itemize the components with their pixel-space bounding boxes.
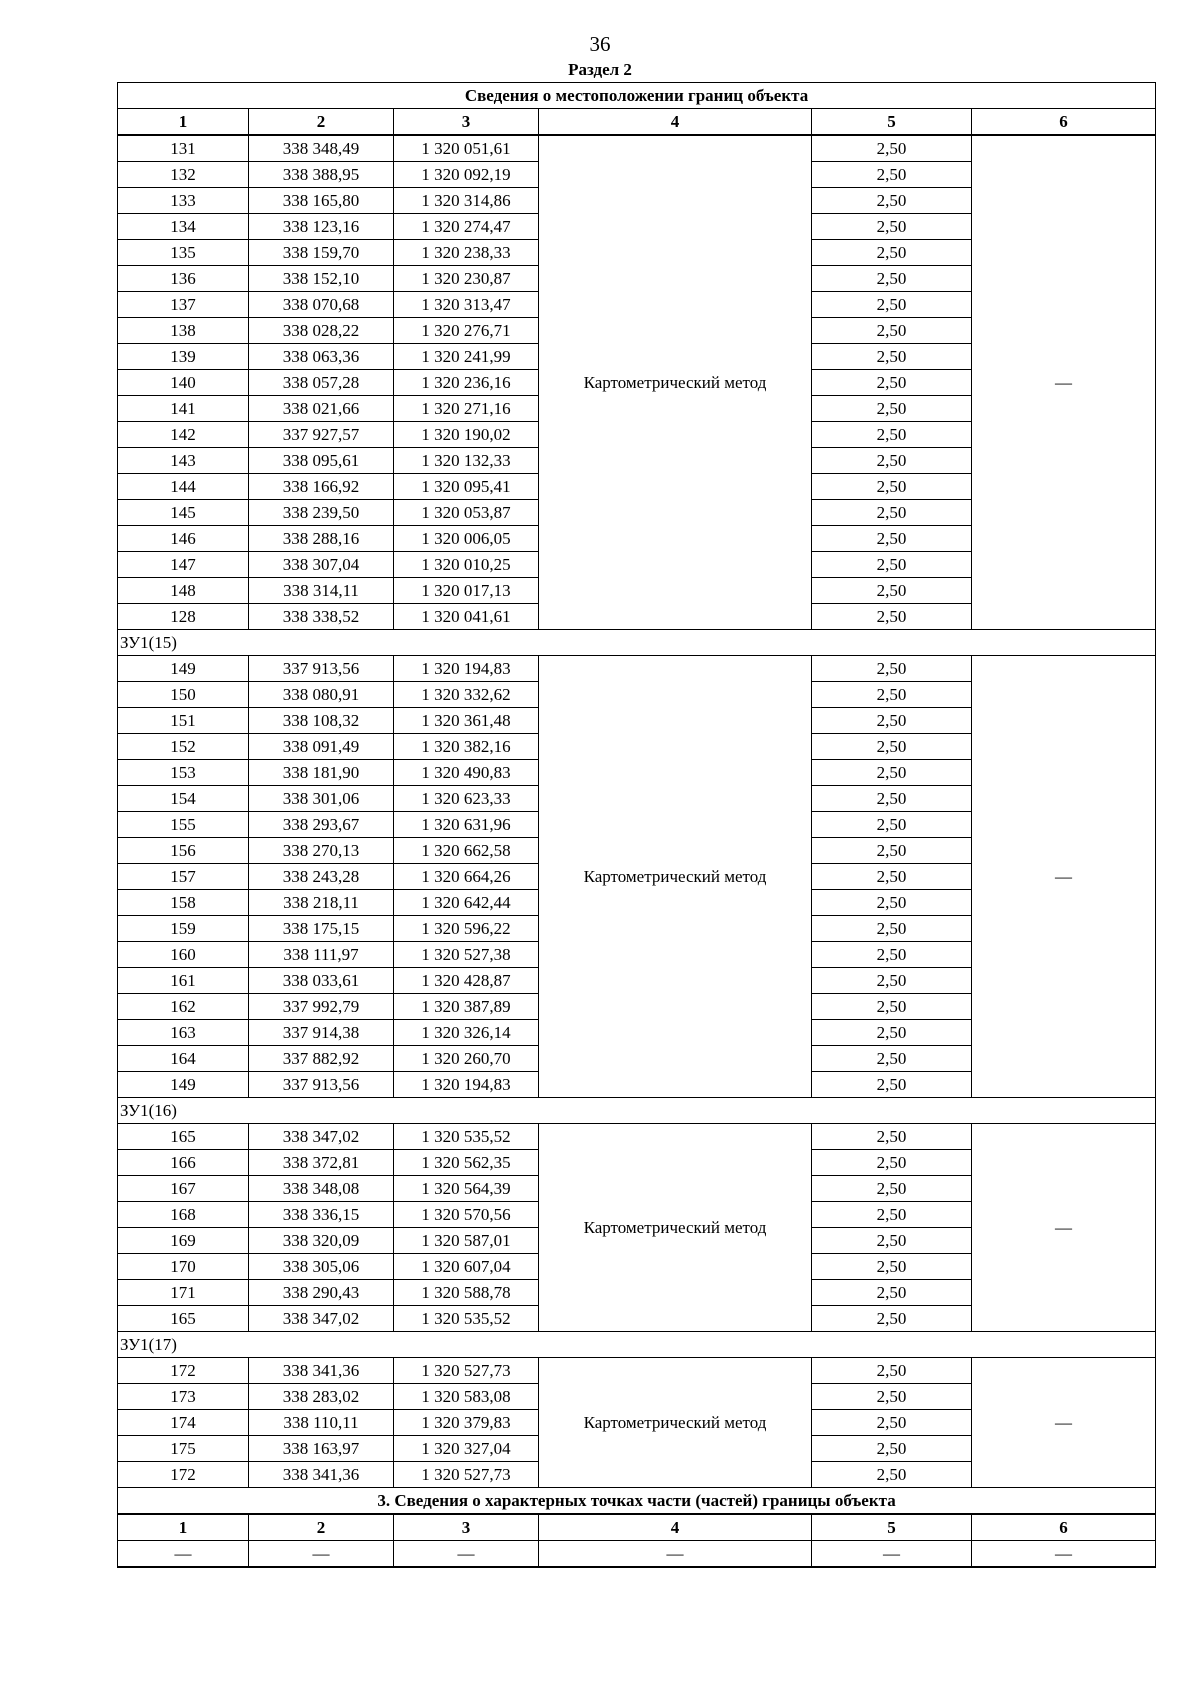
point-number: 141 <box>118 396 249 422</box>
coord-x: 337 992,79 <box>249 994 394 1020</box>
group-row <box>118 630 1156 656</box>
coord-y: 1 320 238,33 <box>394 240 539 266</box>
coord-y: 1 320 596,22 <box>394 916 539 942</box>
point-number: 169 <box>118 1228 249 1254</box>
coord-y: 1 320 428,87 <box>394 968 539 994</box>
group-row <box>118 1332 1156 1358</box>
point-number: 170 <box>118 1254 249 1280</box>
col6-cell: — <box>972 656 1156 1098</box>
table-title-row <box>118 83 1156 109</box>
coord-x: 338 181,90 <box>249 760 394 786</box>
coord-y: 1 320 274,47 <box>394 214 539 240</box>
accuracy: 2,50 <box>812 422 972 448</box>
coord-y: 1 320 527,38 <box>394 942 539 968</box>
point-number: 159 <box>118 916 249 942</box>
point-number: 172 <box>118 1462 249 1488</box>
coord-y: 1 320 017,13 <box>394 578 539 604</box>
coord-x: 338 165,80 <box>249 188 394 214</box>
coord-x: 338 347,02 <box>249 1306 394 1332</box>
coord-y: 1 320 535,52 <box>394 1306 539 1332</box>
coord-y: 1 320 326,14 <box>394 1020 539 1046</box>
point-number: 153 <box>118 760 249 786</box>
accuracy: 2,50 <box>812 1150 972 1176</box>
coord-y: 1 320 332,62 <box>394 682 539 708</box>
accuracy: 2,50 <box>812 240 972 266</box>
coord-y: 1 320 607,04 <box>394 1254 539 1280</box>
accuracy: 2,50 <box>812 1072 972 1098</box>
coord-x: 338 348,08 <box>249 1176 394 1202</box>
point-number: 143 <box>118 448 249 474</box>
coord-x: 338 347,02 <box>249 1124 394 1150</box>
point-number: 151 <box>118 708 249 734</box>
coord-x: 337 913,56 <box>249 1072 394 1098</box>
coord-y: 1 320 562,35 <box>394 1150 539 1176</box>
section3-column-header: 4 <box>539 1514 812 1541</box>
point-number: 154 <box>118 786 249 812</box>
coord-x: 338 293,67 <box>249 812 394 838</box>
accuracy: 2,50 <box>812 188 972 214</box>
coord-x: 338 057,28 <box>249 370 394 396</box>
column-header: 5 <box>812 109 972 136</box>
accuracy: 2,50 <box>812 1176 972 1202</box>
coord-x: 337 927,57 <box>249 422 394 448</box>
coord-y: 1 320 570,56 <box>394 1202 539 1228</box>
accuracy: 2,50 <box>812 1124 972 1150</box>
accuracy: 2,50 <box>812 734 972 760</box>
section3-header-row <box>118 1514 1156 1541</box>
accuracy: 2,50 <box>812 1436 972 1462</box>
accuracy: 2,50 <box>812 864 972 890</box>
coord-y: 1 320 313,47 <box>394 292 539 318</box>
coord-y: 1 320 662,58 <box>394 838 539 864</box>
accuracy: 2,50 <box>812 968 972 994</box>
coord-x: 338 033,61 <box>249 968 394 994</box>
point-number: 148 <box>118 578 249 604</box>
point-number: 164 <box>118 1046 249 1072</box>
accuracy: 2,50 <box>812 474 972 500</box>
accuracy: 2,50 <box>812 942 972 968</box>
coord-y: 1 320 664,26 <box>394 864 539 890</box>
boundary-table <box>117 82 1156 1568</box>
coord-y: 1 320 241,99 <box>394 344 539 370</box>
column-header: 6 <box>972 109 1156 136</box>
accuracy: 2,50 <box>812 682 972 708</box>
accuracy: 2,50 <box>812 396 972 422</box>
section3-row <box>118 1541 1156 1568</box>
coord-y: 1 320 276,71 <box>394 318 539 344</box>
table-row <box>118 1358 1156 1384</box>
point-number: 166 <box>118 1150 249 1176</box>
section3-cell: — <box>812 1541 972 1568</box>
table-row <box>118 135 1156 162</box>
coord-y: 1 320 587,01 <box>394 1228 539 1254</box>
coord-x: 338 372,81 <box>249 1150 394 1176</box>
coord-x: 338 110,11 <box>249 1410 394 1436</box>
coord-y: 1 320 132,33 <box>394 448 539 474</box>
coord-y: 1 320 588,78 <box>394 1280 539 1306</box>
coord-y: 1 320 271,16 <box>394 396 539 422</box>
coord-y: 1 320 361,48 <box>394 708 539 734</box>
accuracy: 2,50 <box>812 1358 972 1384</box>
coord-x: 338 307,04 <box>249 552 394 578</box>
coord-y: 1 320 527,73 <box>394 1462 539 1488</box>
coord-y: 1 320 095,41 <box>394 474 539 500</box>
method-cell: Картометрический метод <box>539 656 812 1098</box>
point-number: 146 <box>118 526 249 552</box>
point-number: 171 <box>118 1280 249 1306</box>
point-number: 149 <box>118 1072 249 1098</box>
accuracy: 2,50 <box>812 708 972 734</box>
point-number: 139 <box>118 344 249 370</box>
accuracy: 2,50 <box>812 604 972 630</box>
point-number: 158 <box>118 890 249 916</box>
point-number: 157 <box>118 864 249 890</box>
section3-column-header: 2 <box>249 1514 394 1541</box>
column-header: 1 <box>118 109 249 136</box>
coord-x: 338 239,50 <box>249 500 394 526</box>
accuracy: 2,50 <box>812 292 972 318</box>
section3-cell: — <box>972 1541 1156 1568</box>
accuracy: 2,50 <box>812 500 972 526</box>
coord-x: 338 091,49 <box>249 734 394 760</box>
coord-x: 338 159,70 <box>249 240 394 266</box>
point-number: 132 <box>118 162 249 188</box>
accuracy: 2,50 <box>812 656 972 682</box>
accuracy: 2,50 <box>812 812 972 838</box>
coord-x: 337 913,56 <box>249 656 394 682</box>
coord-y: 1 320 092,19 <box>394 162 539 188</box>
point-number: 161 <box>118 968 249 994</box>
coord-x: 338 111,97 <box>249 942 394 968</box>
point-number: 134 <box>118 214 249 240</box>
point-number: 162 <box>118 994 249 1020</box>
coord-x: 338 243,28 <box>249 864 394 890</box>
point-number: 156 <box>118 838 249 864</box>
accuracy: 2,50 <box>812 890 972 916</box>
accuracy: 2,50 <box>812 916 972 942</box>
coord-x: 338 080,91 <box>249 682 394 708</box>
coord-y: 1 320 053,87 <box>394 500 539 526</box>
accuracy: 2,50 <box>812 448 972 474</box>
coord-x: 338 305,06 <box>249 1254 394 1280</box>
accuracy: 2,50 <box>812 266 972 292</box>
coord-y: 1 320 230,87 <box>394 266 539 292</box>
point-number: 174 <box>118 1410 249 1436</box>
accuracy: 2,50 <box>812 578 972 604</box>
accuracy: 2,50 <box>812 370 972 396</box>
point-number: 152 <box>118 734 249 760</box>
accuracy: 2,50 <box>812 1020 972 1046</box>
accuracy: 2,50 <box>812 344 972 370</box>
point-number: 150 <box>118 682 249 708</box>
coord-y: 1 320 327,04 <box>394 1436 539 1462</box>
group-row <box>118 1098 1156 1124</box>
coord-x: 338 283,02 <box>249 1384 394 1410</box>
accuracy: 2,50 <box>812 1280 972 1306</box>
coord-x: 338 028,22 <box>249 318 394 344</box>
coord-x: 338 301,06 <box>249 786 394 812</box>
col6-cell: — <box>972 1358 1156 1488</box>
coord-x: 338 314,11 <box>249 578 394 604</box>
col6-cell: — <box>972 1124 1156 1332</box>
point-number: 165 <box>118 1124 249 1150</box>
point-number: 163 <box>118 1020 249 1046</box>
point-number: 144 <box>118 474 249 500</box>
coord-x: 338 348,49 <box>249 135 394 162</box>
point-number: 173 <box>118 1384 249 1410</box>
accuracy: 2,50 <box>812 838 972 864</box>
point-number: 167 <box>118 1176 249 1202</box>
point-number: 142 <box>118 422 249 448</box>
point-number: 160 <box>118 942 249 968</box>
section3-column-header: 3 <box>394 1514 539 1541</box>
accuracy: 2,50 <box>812 135 972 162</box>
column-header-row <box>118 109 1156 136</box>
section3-cell: — <box>539 1541 812 1568</box>
accuracy: 2,50 <box>812 1202 972 1228</box>
coord-x: 338 021,66 <box>249 396 394 422</box>
section3-cell: — <box>249 1541 394 1568</box>
point-number: 165 <box>118 1306 249 1332</box>
coord-y: 1 320 387,89 <box>394 994 539 1020</box>
section3-cell: — <box>394 1541 539 1568</box>
coord-y: 1 320 583,08 <box>394 1384 539 1410</box>
page-number: 36 <box>589 32 611 56</box>
section3-column-header: 5 <box>812 1514 972 1541</box>
point-number: 128 <box>118 604 249 630</box>
section3-column-header: 6 <box>972 1514 1156 1541</box>
coord-x: 338 320,09 <box>249 1228 394 1254</box>
coord-x: 338 063,36 <box>249 344 394 370</box>
point-number: 133 <box>118 188 249 214</box>
column-header: 3 <box>394 109 539 136</box>
coord-y: 1 320 527,73 <box>394 1358 539 1384</box>
coord-x: 338 152,10 <box>249 266 394 292</box>
point-number: 155 <box>118 812 249 838</box>
point-number: 136 <box>118 266 249 292</box>
coord-x: 338 175,15 <box>249 916 394 942</box>
coord-x: 338 388,95 <box>249 162 394 188</box>
point-number: 131 <box>118 135 249 162</box>
accuracy: 2,50 <box>812 1254 972 1280</box>
method-cell: Картометрический метод <box>539 135 812 630</box>
method-cell: Картометрический метод <box>539 1124 812 1332</box>
coord-x: 338 338,52 <box>249 604 394 630</box>
coord-y: 1 320 194,83 <box>394 656 539 682</box>
coord-y: 1 320 314,86 <box>394 188 539 214</box>
point-number: 135 <box>118 240 249 266</box>
column-header: 4 <box>539 109 812 136</box>
coord-y: 1 320 236,16 <box>394 370 539 396</box>
coord-y: 1 320 190,02 <box>394 422 539 448</box>
column-header: 2 <box>249 109 394 136</box>
accuracy: 2,50 <box>812 760 972 786</box>
accuracy: 2,50 <box>812 786 972 812</box>
coord-x: 337 914,38 <box>249 1020 394 1046</box>
accuracy: 2,50 <box>812 552 972 578</box>
coord-x: 338 095,61 <box>249 448 394 474</box>
coord-x: 338 270,13 <box>249 838 394 864</box>
table-title: Сведения о местоположении границ объекта <box>118 83 1156 109</box>
coord-x: 338 290,43 <box>249 1280 394 1306</box>
coord-y: 1 320 623,33 <box>394 786 539 812</box>
coord-x: 338 341,36 <box>249 1358 394 1384</box>
coord-x: 338 123,16 <box>249 214 394 240</box>
accuracy: 2,50 <box>812 318 972 344</box>
coord-x: 338 166,92 <box>249 474 394 500</box>
point-number: 175 <box>118 1436 249 1462</box>
point-number: 137 <box>118 292 249 318</box>
coord-x: 337 882,92 <box>249 1046 394 1072</box>
accuracy: 2,50 <box>812 1384 972 1410</box>
point-number: 172 <box>118 1358 249 1384</box>
coord-y: 1 320 051,61 <box>394 135 539 162</box>
coord-x: 338 336,15 <box>249 1202 394 1228</box>
coord-x: 338 288,16 <box>249 526 394 552</box>
coord-y: 1 320 194,83 <box>394 1072 539 1098</box>
accuracy: 2,50 <box>812 1306 972 1332</box>
point-number: 168 <box>118 1202 249 1228</box>
accuracy: 2,50 <box>812 526 972 552</box>
coord-x: 338 341,36 <box>249 1462 394 1488</box>
coord-x: 338 163,97 <box>249 1436 394 1462</box>
point-number: 140 <box>118 370 249 396</box>
point-number: 138 <box>118 318 249 344</box>
accuracy: 2,50 <box>812 1462 972 1488</box>
coord-y: 1 320 631,96 <box>394 812 539 838</box>
table-row <box>118 1124 1156 1150</box>
coord-y: 1 320 006,05 <box>394 526 539 552</box>
accuracy: 2,50 <box>812 214 972 240</box>
coord-y: 1 320 564,39 <box>394 1176 539 1202</box>
point-number: 149 <box>118 656 249 682</box>
group-label: ЗУ1(15) <box>118 630 1156 656</box>
coord-y: 1 320 041,61 <box>394 604 539 630</box>
point-number: 147 <box>118 552 249 578</box>
col6-cell: — <box>972 135 1156 630</box>
coord-x: 338 070,68 <box>249 292 394 318</box>
coord-y: 1 320 379,83 <box>394 1410 539 1436</box>
coord-x: 338 218,11 <box>249 890 394 916</box>
group-label: ЗУ1(16) <box>118 1098 1156 1124</box>
section3-cell: — <box>118 1541 249 1568</box>
coord-y: 1 320 010,25 <box>394 552 539 578</box>
table-row <box>118 656 1156 682</box>
coord-y: 1 320 642,44 <box>394 890 539 916</box>
section3-title: 3. Сведения о характерных точках части (частей) границы объекта <box>118 1488 1156 1515</box>
accuracy: 2,50 <box>812 994 972 1020</box>
coord-y: 1 320 535,52 <box>394 1124 539 1150</box>
accuracy: 2,50 <box>812 1046 972 1072</box>
coord-y: 1 320 260,70 <box>394 1046 539 1072</box>
method-cell: Картометрический метод <box>539 1358 812 1488</box>
section3-title-row <box>118 1488 1156 1515</box>
accuracy: 2,50 <box>812 162 972 188</box>
accuracy: 2,50 <box>812 1410 972 1436</box>
section-title: Раздел 2 <box>568 60 632 79</box>
point-number: 145 <box>118 500 249 526</box>
accuracy: 2,50 <box>812 1228 972 1254</box>
section3-column-header: 1 <box>118 1514 249 1541</box>
group-label: ЗУ1(17) <box>118 1332 1156 1358</box>
coord-x: 338 108,32 <box>249 708 394 734</box>
coord-y: 1 320 382,16 <box>394 734 539 760</box>
coord-y: 1 320 490,83 <box>394 760 539 786</box>
